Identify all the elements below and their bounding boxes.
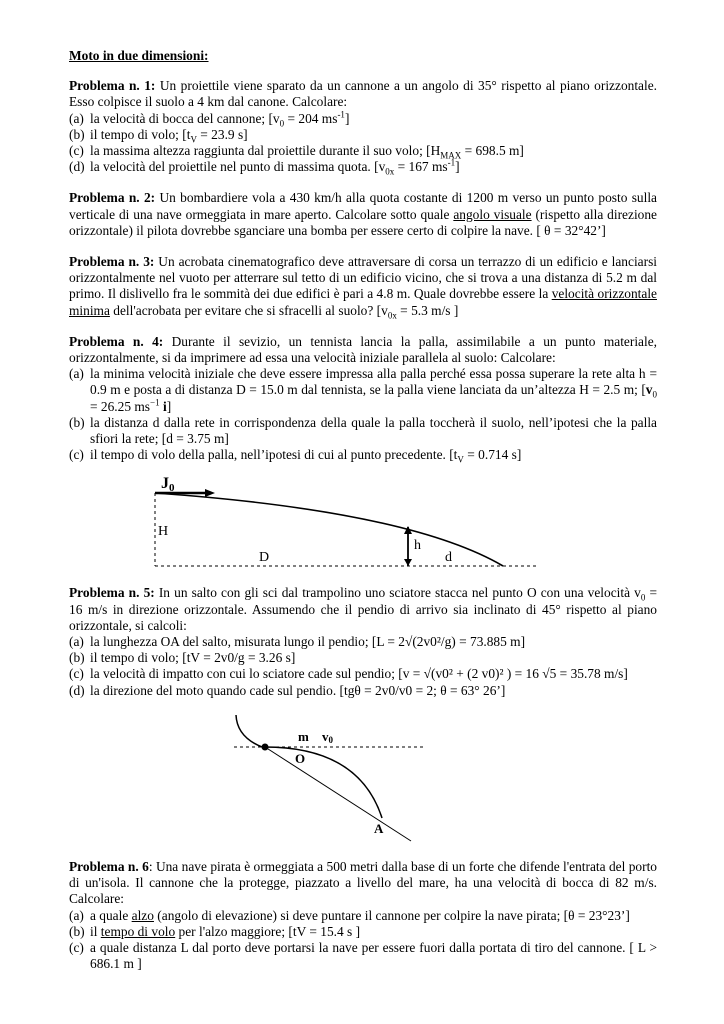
problem-6-item-c: (c) a quale distanza L dal porto deve portarsi la nave per essere fuori dalla portata di tiro del cannone. [ L > 686.1 m ]: [69, 939, 657, 972]
problem-2-label: Problema n. 2:: [69, 190, 156, 206]
problem-1-item-a: (a) la velocità di bocca del cannone; [$v_0 = 204$ $ms^{-1}$]: [69, 109, 350, 129]
velocity-arrowhead: [205, 489, 215, 497]
problem-3-label: Problema n. 3:: [69, 254, 155, 270]
ski-jump-figure: [69, 705, 657, 855]
problem-1-item-c: (c) la massima altezza raggiunta dal proiettile durante il suo volo; [$H_{MAX} = 698.5$ m]: [69, 143, 524, 161]
problem-5-item-b: (b) il tempo di volo; [tV = 2v0/g = 3.26 s]: [69, 650, 296, 666]
problem-1: [69, 78, 657, 175]
ramp-curve: [236, 715, 262, 747]
problem-5: [69, 585, 657, 698]
problem-4-item-a: (a) la minima velocità iniziale che deve essere impressa alla palla perché essa possa superare la rete alta h = 0.9 m e posta a di distanza D = 15.0 m dal tennista, se la palla viene lanciata da un’altezza H = 2.5 m; [$v_0 = 26.25$ $ms^{-1}$ i]: [69, 366, 657, 414]
net-arrowhead-bottom: [404, 559, 412, 566]
label-A: A: [374, 820, 384, 836]
jump-trajectory: [265, 747, 382, 818]
problem-1-item-d: (d) la velocità del proiettile nel punto di massima quota. [$v_{0x} = 167$ $ms^{-1}$]: [69, 157, 460, 177]
problem-5-label: Problema n. 5:: [69, 585, 155, 601]
problem-5-item-d: (d) la direzione del moto quando cade sul pendio. [tgθ = 2v0/v0 = 2; θ = 63° 26’]: [69, 682, 506, 698]
problem-4-text: Problema n. 4: Durante il sevizio, un tennista lancia la palla, assimilabile a un punto materiale, orizzontalmente, si da imprimere ad essa una velocità iniziale parallela al suolo: Calcolare:: [69, 333, 657, 366]
label-J0: J0: [161, 475, 175, 495]
problem-5-item-a: (a) la lunghezza OA del salto, misurata lungo il pendio; [L = 2√(2v0²/g) = 73.885 m]: [69, 634, 526, 650]
problem-4: [69, 334, 657, 464]
problem-1-item-b: (b) il tempo di volo; [$t_V = 23.9$ s]: [69, 126, 248, 145]
label-h: h: [414, 538, 421, 554]
problem-4-label: Problema n. 4:: [69, 333, 164, 349]
problem-6: [69, 859, 657, 972]
label-O: O: [295, 750, 306, 766]
page-title: Moto in due dimensioni:: [69, 48, 209, 63]
skier-point: [262, 743, 269, 750]
problem-6-item-a: (a) a quale alzo (angolo di elevazione) si deve puntare il cannone per colpire la nave pirata; [θ = 23°23’]: [69, 907, 630, 923]
problem-6-item-b: (b) il tempo di volo per l'alzo maggiore; [tV = 15.4 s ]: [69, 923, 361, 939]
slope-line: [265, 747, 411, 841]
problem-2: Problema n. 2: Un bombardiere vola a 430 km/h alla quota costante di 1200 m verso un punto posto sulla verticale di una nave ormeggiata in mare aperto. Calcolare sotto quale angolo visuale (rispetto alla direzione orizzontale) il pilota dovrebbe sganciare una bomba per essere certo di colpire la nave. [ θ = 32°42’]: [69, 190, 657, 238]
problem-3: Problema n. 3: Un acrobata cinematografico deve attraversare di corsa un terrazzo di un edificio e lanciarsi orizzontalmente nel vuoto per atterrare sul tetto di un edificio vicino, che si trova a una distanza di 5.2 m dal primo. Il dislivello fra le sommità dei due edifici è pari a 4.8 m. Quale dovrebbe essere la velocità orizzontale minima dell'acrobata per evitare che si sfracelli al suolo? [$v_{0x} = 5.3$ m/s ]: [69, 254, 657, 321]
problem-5-item-c: (c) la velocità di impatto con cui lo sciatore cade sul pendio; [v = √(v0² + (2 v0)² ) = 16 √5 = 35.78 m/s]: [69, 666, 628, 682]
label-m: m: [298, 728, 309, 744]
problem-6-text: Problema n. 6: Una nave pirata è ormeggiata a 500 metri dalla base di un forte che difende l'entrata del porto di un'isola. Il cannone che la protegge, piazzato a livello del mare, ha una velocità di bocca di 82 m/s. Calcolare:: [69, 858, 657, 907]
document-page: [69, 48, 657, 987]
label-v0: v0: [322, 728, 333, 745]
problem-1-text: Problema n. 1: Un proiettile viene sparato da un cannone a un angolo di 35° rispetto al piano orizzontale. Esso colpisce il suolo a 4 km dal canone. Calcolare:: [69, 78, 658, 110]
problem-6-label: Problema n. 6: [69, 858, 149, 874]
problem-4-item-b: (b) la distanza d dalla rete in corrispondenza della quale la palla toccherà il suolo, nell’ipotesi che la palla sfiori la rete; [d = 3.75 m]: [69, 414, 657, 447]
label-H: H: [158, 524, 169, 540]
label-d: d: [445, 550, 452, 566]
label-D: D: [259, 550, 270, 566]
problem-1-label: Problema n. 1:: [69, 78, 156, 94]
problem-5-text: Problema n. 5: In un salto con gli sci dal trampolino uno sciatore stacca nel punto O con una velocità $v_0 = 16$ m/s in direzione orizzontale. Assumendo che il pendio di arrivo sia inclinato di 45° rispetto al piano orizzontale, si calcoli:: [69, 585, 658, 633]
problem-4-item-c: (c) il tempo di volo della palla, nell’ipotesi di cui al punto precedente. [$t_V = 0.714$ s]: [69, 447, 522, 465]
tennis-trajectory-figure: [69, 471, 657, 577]
